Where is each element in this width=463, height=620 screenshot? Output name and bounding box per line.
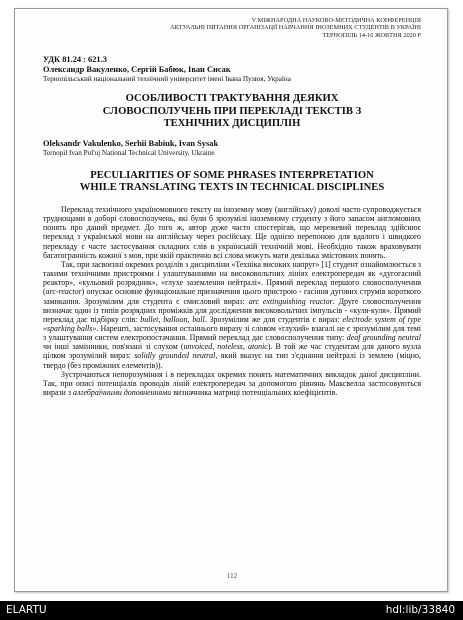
body-paragraph-2 — [43, 260, 421, 370]
repository-name: ELARTU — [6, 604, 47, 616]
italic-term: arc-reactor — [45, 287, 82, 297]
affiliation-en: Ternopil Ivan Pul'uj National Technical University, Ukraine — [43, 148, 215, 157]
authors-ua: Олександр Вакуленко, Сергій Бабюк, Іван Сисак — [43, 65, 231, 74]
handle-link[interactable]: hdl:lib/33840 — [385, 604, 455, 616]
authors-en: Oleksandr Vakulenko, Serhii Babiuk, Ivan Sysak — [43, 138, 219, 148]
italic-term: unvoiced, noteless, atonic — [183, 342, 268, 352]
title-ua — [43, 93, 421, 131]
text-run: , який вказує на тип з'єднання нейтралі із землею (міцно, твердо (без проміжних елементів)). — [43, 351, 421, 370]
paper-page — [14, 8, 448, 592]
conference-header — [43, 17, 421, 55]
text-run: . Зрозумілим же для студентів є вираз: — [204, 314, 343, 324]
text-run: ) опускає основне функціональне призначення цього пристрою - гасіння дугових струмів короткого замикання. Зрозумілим для студента є смисловий вираз: — [43, 287, 421, 306]
title-en — [43, 170, 421, 195]
text-run: Зустрічаються непорозуміння і в перекладах окремих понять математичних викладок даної дисципліни. Так, при описі потенціалів проводів ліній електропередач за допомогою рівнянь Максвелла застосовуються вирази з — [43, 369, 421, 398]
page-content — [43, 17, 422, 580]
italic-term: алгебраїчними доповненнями — [72, 388, 172, 398]
footer-bar — [0, 601, 463, 620]
title-en-line: PECULIARITIES OF SOME PHRASES INTERPRETATION — [90, 169, 374, 181]
udk-code: УДК 81.24 : 621.3 — [43, 55, 107, 64]
text-run: визначника матриці потенціальних коефіцієнтів. — [171, 388, 338, 398]
text-run: Так, при засвоєнні окремих розділів з дисципліни «Техніка високих напруг» [1] студент ознайомлюється з такими технічними пристроями і улаштуваннями на високовольтних лініях електропередач як «дугогасний реактор», «кульовий розрядник», «глухе заземлення нейтралі». Прямий переклад першого словосполучення ( — [43, 259, 421, 297]
text-run: . Друге словосполучення визначає один із типів розрядних проміжків для дослідження високовольтних імпульсів - «куля-куля». Прямий переклад дає підбірку слів: — [43, 296, 421, 324]
body-paragraph-1: Переклад технічного україномовного тексту на іноземну мову (англійську) доволі часто супроводжується труднощами в доборі словосполучень, які були б зрозумілі іноземному студенту з його запасом англомовних понять про даний предмет. До того ж, автор дуже часто спостерігав, що мережевий переклад здійснює переклад з української мови на англійську через російську. Ще однією перепоною для вдалого і швидкого перекладу є часте застосування складних слів в українській технічній мові. Необхідно також враховувати багатогранність кожної з мов, при якій практично всі слова можуть мати декілька змістовних понять. — [43, 204, 421, 260]
text-run: . Нарешті, застосування останнього виразу зі словом «глухий» взагалі не є зрозумілим для темі з улаштування систем електропостачання. Прямий переклад дає словосполучення типу: — [43, 324, 422, 343]
text-run: чи інші замінники, пов'язані зі слухом ( — [43, 342, 184, 352]
body-paragraph-3 — [43, 370, 421, 397]
italic-term: bullet, balloon, ball — [140, 314, 205, 324]
title-ua-line: ОСОБЛИВОСТІ ТРАКТУВАННЯ ДЕЯКИХ — [125, 93, 339, 104]
title-ua-line: ТЕХНІЧНИХ ДИСЦИПЛІН — [163, 118, 301, 130]
italic-term: deaf grounding neutral — [346, 333, 421, 343]
page-number: 112 — [226, 572, 238, 580]
italic-term: solidly grounded neutral — [134, 351, 216, 361]
italic-term: arc extinguishing reactor — [248, 296, 333, 306]
title-ua-line: СЛОВОСПОЛУЧЕНЬ ПРИ ПЕРЕКЛАДІ ТЕКСТІВ З — [102, 105, 362, 117]
conference-header-line: V МІЖНАРОДНА НАУКОВО-МЕТОДИЧНА КОНФЕРЕНЦІЯ — [251, 17, 421, 24]
title-en-line: WHILE TRANSLATING TEXTS IN TECHNICAL DISCIPLINES — [79, 182, 385, 194]
conference-header-line: ТЕРНОПІЛЬ 14-16 ЖОВТНЯ 2020 Р — [322, 31, 421, 39]
affiliation-ua: Тернопільський національний технічний університет імені Івана Пулюя, Україна — [43, 75, 291, 83]
italic-term: electrode system of type «sparking balls» — [43, 314, 421, 333]
conference-header-line: АКТУАЛЬНІ ПИТАННЯ ОРГАНІЗАЦІЇ НАВЧАННЯ ІНОЗЕМНИХ СТУДЕНТІВ В УКРАЇНІ — [170, 24, 421, 32]
text-run: ). В той же час студентам для даного вузла цілком зрозумілий вираз: — [43, 342, 421, 361]
